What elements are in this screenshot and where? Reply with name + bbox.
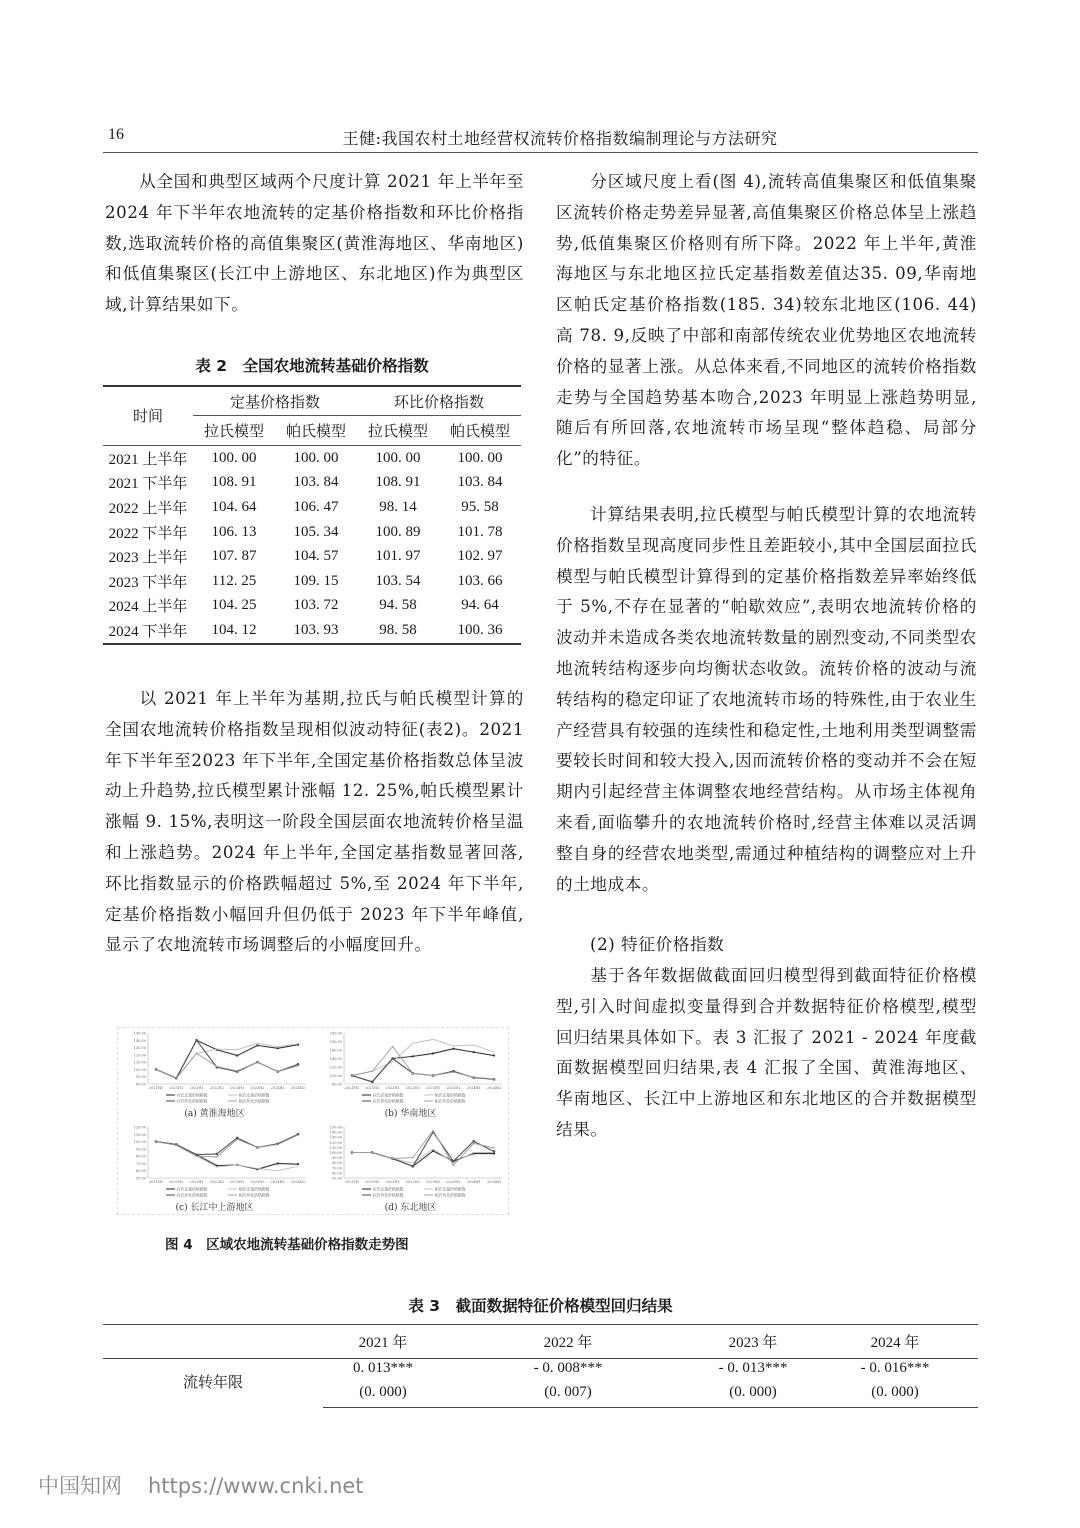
table2-value: 108. 91 [211,474,257,491]
table3-coef: 0. 013*** [353,1360,413,1376]
table2-value: 103. 66 [457,572,503,589]
x-tick-label: 2021H2 [365,1180,380,1184]
cnki-watermark [38,1470,390,1500]
table3-col-header: 2022 年 [543,1335,593,1351]
table3-coef: - 0. 013*** [718,1360,788,1376]
data-point [277,1071,279,1073]
table2-value: 100. 89 [375,523,421,540]
chart-c-title: (c) 长江中上游地区 [175,1203,254,1213]
data-point [216,1156,218,1158]
data-point [277,1162,279,1164]
data-point [493,1150,495,1152]
series-line [156,1053,298,1078]
data-point [452,1048,454,1050]
data-point [453,1071,455,1073]
watermark-url[interactable]: https://www.cnki.net [148,1474,364,1498]
data-point [236,1070,238,1072]
data-point [297,1134,299,1136]
figure4-panel-c [118,1122,311,1214]
data-point [473,1051,475,1053]
x-tick-label: 2021H1 [148,1086,164,1090]
table2-row [103,495,521,520]
running-title: 王健:我国农村土地经营权流转价格指数编制理论与方法研究 [342,129,778,148]
right-paragraph-3-text: 基于各年数据做截面回归模型得到截面特征价格模型,引入时间虚拟变量得到合并数据特征价格模型,模型回归结果具体如下。表 3 汇报了 2021 - 2024 年度截面数据模型回归结果,表 4 汇报了全国、黄淮海地区、华南地区、长江中上游地区和东北地区的合并数据模型结果。 [556,966,977,1139]
data-point [412,1157,414,1159]
data-point [432,1075,434,1077]
table2-value: 106. 13 [211,523,257,540]
subheading-text: (2) 特征价格指数 [590,935,725,954]
table2-subheader: 帕氏模型 [449,423,510,440]
table3-title: 表 3 截面数据特征价格模型回归结果 [408,1297,673,1315]
legend-label: 帕氏环比价格指数 [239,1098,270,1104]
table3-se: (0. 000) [871,1384,919,1400]
y-tick-label: 140.00 [133,1038,146,1043]
table2-period: 2022 上半年 [108,500,188,517]
series-line [352,1132,494,1166]
table2-period: 2022 下半年 [108,525,188,542]
data-point [155,1141,157,1143]
x-tick-label: 2024H2 [290,1180,306,1184]
data-point [297,1163,299,1165]
y-tick-label: 100.00 [329,1151,342,1155]
series-line [352,1131,494,1166]
y-tick-label: 90.00 [135,1075,146,1080]
table2-period: 2021 上半年 [108,451,188,468]
header-rule [103,152,978,153]
table2-value: 101. 97 [375,548,421,565]
figure4 [117,1027,509,1215]
table2 [103,385,521,645]
table2-period: 2021 下半年 [108,476,188,493]
legend-label: 帕氏环比价格指数 [435,1098,466,1104]
legend-label: 拉氏定基价格指数 [177,1186,208,1192]
y-tick-label: 60.00 [135,1169,146,1174]
data-point [155,1069,157,1071]
table2-title: 表 2 全国农地流转基础价格指数 [195,357,429,375]
data-point [236,1054,238,1056]
figure4-panel-a [118,1028,311,1120]
x-tick-label: 2024H1 [466,1180,481,1184]
data-point [432,1150,434,1152]
x-tick-label: 2024H1 [270,1180,285,1184]
legend-label: 拉氏定基价格指数 [373,1186,404,1192]
data-point [371,1070,373,1072]
y-tick-label: 80.00 [331,1082,342,1087]
table3-col-header: 2024 年 [870,1335,920,1351]
data-point [493,1054,495,1056]
data-point [473,1143,475,1145]
right-paragraph-2 [556,500,977,900]
data-point [196,1053,198,1055]
table3 [103,1324,978,1408]
table2-value: 104. 12 [211,621,257,638]
table3-coef: - 0. 008*** [533,1360,603,1376]
data-point [277,1144,279,1146]
series-line [352,1149,494,1163]
y-tick-label: 70.00 [135,1161,146,1166]
legend-label: 帕氏定基价格指数 [435,1186,466,1192]
table2-row [103,520,521,545]
data-point [257,1061,259,1063]
table2-period: 2024 上半年 [108,599,188,616]
x-tick-label: 2022H1 [189,1086,204,1090]
table2-value: 100. 00 [211,449,257,466]
x-tick-label: 2023H2 [446,1180,461,1184]
legend-label: 拉氏环比价格指数 [373,1098,404,1104]
x-tick-label: 2024H1 [466,1086,481,1090]
x-tick-label: 2022H2 [209,1086,224,1090]
watermark-brand: 中国知网 [38,1474,122,1498]
table2-row [103,544,521,569]
x-tick-label: 2023H1 [230,1180,245,1184]
legend-label: 帕氏定基价格指数 [435,1092,466,1098]
table2-value: 104. 64 [211,498,257,515]
y-tick-label: 100.00 [133,1067,146,1072]
table2-value: 103. 54 [375,572,421,589]
table2-value: 100. 00 [375,449,421,466]
x-tick-label: 2023H2 [250,1180,265,1184]
data-point [473,1076,475,1078]
y-tick-label: 50.00 [135,1176,146,1181]
chart-b-title: (b) 华南地区 [384,1109,437,1119]
x-tick-label: 2021H2 [169,1180,184,1184]
x-tick-label: 2021H1 [344,1086,360,1090]
data-point [392,1046,394,1048]
data-point [277,1047,279,1049]
page-number: 16 [108,126,124,143]
y-tick-label: 60.00 [331,1171,342,1176]
y-tick-label: 120.00 [133,1053,146,1058]
data-point [175,1144,177,1146]
data-point [175,1077,177,1079]
x-tick-label: 2024H1 [270,1086,285,1090]
chart-d-title: (d) 东北地区 [384,1203,437,1213]
data-point [412,1165,414,1167]
y-tick-label: 120.00 [329,1140,342,1145]
y-tick-label: 70.00 [331,1166,342,1171]
x-tick-label: 2023H2 [446,1086,461,1090]
table2-value: 101. 78 [457,523,503,540]
y-tick-label: 140.00 [329,1057,342,1061]
table3-partial-rule [323,1407,978,1408]
table2-row [103,471,521,496]
y-tick-label: 160.00 [329,1048,342,1053]
data-point [351,1152,353,1154]
table3-coef: - 0. 016*** [860,1360,930,1376]
table2-value: 98. 14 [379,498,417,515]
y-tick-label: 110.00 [133,1132,146,1137]
y-tick-label: 80.00 [331,1161,342,1166]
table2-value: 103. 84 [457,474,503,491]
table2-value: 94. 58 [379,597,417,614]
x-tick-label: 2024H2 [486,1086,502,1090]
table2-group-fixed-base: 定基价格指数 [193,387,357,416]
x-tick-label: 2022H1 [385,1086,400,1090]
x-tick-label: 2023H1 [230,1086,245,1090]
table2-value: 103. 72 [293,597,339,614]
y-tick-label: 110.00 [329,1145,342,1150]
table2-header-time: 时间 [132,409,163,425]
chart-a-title: (a) 黄淮海地区 [184,1109,245,1119]
table3-se: (0. 000) [729,1384,777,1400]
right-paragraph-3 [556,961,977,1146]
table2-row [103,446,521,471]
left-paragraph-1-text: 从全国和典型区域两个尺度计算 2021 年上半年至 2024 年下半年农地流转的定基价格指数和环比价格指数,选取流转价格的高值集聚区(黄淮海地区、华南地区)和低值集聚区(长江中上游地区、东北地区)作为典型区域,计算结果如下。 [105,172,524,315]
table2-value: 94. 64 [461,597,499,614]
data-point [371,1152,373,1154]
table2-period: 2023 下半年 [108,574,188,591]
legend-label: 拉氏环比价格指数 [177,1098,208,1104]
table2-value: 108. 91 [375,474,421,491]
data-point [216,1153,218,1155]
table2-value: 104. 25 [211,597,257,614]
y-tick-label: 140.00 [329,1130,342,1135]
data-point [257,1147,259,1149]
x-tick-label: 2021H1 [344,1180,360,1184]
y-tick-label: 120.00 [133,1125,146,1130]
table2-subheader: 帕氏模型 [285,423,346,440]
legend-label: 帕氏环比价格指数 [435,1192,466,1198]
data-point [412,1073,414,1075]
x-tick-label: 2022H1 [189,1180,204,1184]
x-tick-label: 2023H1 [426,1086,441,1090]
x-tick-label: 2022H2 [405,1180,420,1184]
table3-se: (0. 007) [544,1384,592,1400]
table3-top-rule [103,1324,978,1325]
x-tick-label: 2022H1 [385,1180,400,1184]
y-tick-label: 150.00 [329,1125,342,1130]
right-subheading [556,930,977,961]
x-tick-label: 2022H2 [209,1180,224,1184]
y-tick-label: 110.00 [133,1060,146,1065]
y-tick-label: 130.00 [133,1046,146,1051]
right-paragraph-2-text: 计算结果表明,拉氏模型与帕氏模型计算的农地流转价格指数呈现高度同步性且差距较小,其中全国层面拉氏模型与帕氏模型计算得到的定基价格指数差异率始终低于 5%,不存在显著的“帕歇效应”,表明农地流转价格的波动并未造成各类农地流转数量的剧烈变动,不同类型农地流转结构逐步向均衡状态收敛。流转价格的波动与流转结构的稳定印证了农地流转市场的特殊性,由于农业生产经营具有较强的连续性和稳定性,土地利用类型调整需要较长时间和较大投入,因而流转价格的变动并不会在短期内引起经营主体调整农地经营结构。从市场主体视角来看,面临攀升的农地流转价格时,经营主体难以灵活调整自身的经营农地类型,需通过种植结构的调整应对上升的土地成本。 [556,505,977,894]
table2-value: 104. 57 [293,548,339,565]
left-paragraph-1 [105,167,524,321]
y-tick-label: 90.00 [135,1147,146,1152]
legend-label: 拉氏环比价格指数 [177,1192,208,1198]
y-tick-label: 90.00 [331,1156,342,1161]
figure4-caption: 图 4 区域农地流转基础价格指数走势图 [165,1237,409,1253]
table2-row [103,594,521,619]
table2-row [103,618,521,643]
y-tick-label: 80.00 [135,1082,146,1087]
x-tick-label: 2024H2 [486,1180,502,1184]
data-point [297,1065,299,1067]
legend-label: 拉氏定基价格指数 [373,1092,404,1098]
data-point [351,1075,353,1077]
table2-value: 106. 47 [293,498,339,515]
data-point [392,1158,394,1160]
table2-group-chain: 环比价格指数 [357,387,521,416]
data-point [432,1130,434,1132]
data-point [493,1147,495,1149]
figure4-panel-d [314,1122,507,1214]
y-tick-label: 200.00 [329,1031,342,1036]
legend-label: 帕氏定基价格指数 [239,1186,270,1192]
data-point [391,1057,393,1059]
data-point [236,1139,238,1141]
table2-value: 103. 93 [293,621,339,638]
table2-subheader: 拉氏模型 [367,423,428,440]
y-tick-label: 180.00 [329,1040,342,1044]
y-tick-label: 120.00 [329,1065,342,1070]
data-point [195,1039,197,1041]
table3-col-header: 2021 年 [358,1335,408,1351]
legend-label: 帕氏环比价格指数 [239,1192,270,1198]
legend-label: 帕氏定基价格指数 [239,1092,270,1098]
y-tick-label: 100.00 [133,1140,146,1145]
left-paragraph-2 [105,684,524,961]
data-point [452,1160,454,1162]
data-point [493,1078,495,1080]
table3-se: (0. 000) [359,1384,407,1400]
figure4-panel-b [314,1028,507,1120]
table2-value: 105. 34 [293,523,339,540]
x-tick-label: 2022H2 [405,1086,420,1090]
table2-value: 107. 87 [211,548,257,565]
table2-value: 98. 58 [379,621,417,638]
table2-value: 103. 84 [293,474,339,491]
x-tick-label: 2023H2 [250,1086,265,1090]
table2-value: 112. 25 [211,572,257,589]
table2-value: 109. 15 [293,572,339,589]
x-tick-label: 2021H2 [169,1086,184,1090]
right-paragraph-1-text: 分区域尺度上看(图 4),流转高值集聚区和低值集聚区流转价格走势差异显著,高值集聚区价格总体呈上涨趋势,低值集聚区价格则有所下降。2022 年上半年,黄淮海地区与东北地区拉氏定基指数差值达35. 09,华南地区帕氏定基价格指数(185. 34)较东北地区(106. 44)高 78. 9,反映了中部和南部传统农业优势地区农地流转价格的显著上涨。从总体来看,不同地区的流转价格指数走势与全国趋势基本吻合,2023 年明显上涨趋势明显,随后有所回落,农地流转市场呈现“整体趋稳、局部分化”的特征。 [556,172,977,469]
x-tick-label: 2023H1 [426,1180,441,1184]
table3-col-header: 2023 年 [728,1335,778,1351]
data-point [216,1066,218,1068]
left-paragraph-2-text: 以 2021 年上半年为基期,拉氏与帕氏模型计算的全国农地流转价格指数呈现相似波动特征(表2)。2021 年下半年至2023 年下半年,全国定基价格指数总体呈波动上升趋势,拉氏模型累计涨幅 12. 25%,帕氏模型累计涨幅 9. 15%,表明这一阶段全国层面农地流转价格呈温和上涨趋势。2024 年上半年,全国定基指数显著回落,环比指数显示的价格跌幅超过 5%,至 2024 年下半年,定基价格指数小幅回升但仍低于 2023 年下半年峰值,显示了农地流转市场调整后的小幅度回升。 [105,689,524,955]
table2-row [103,569,521,594]
data-point [371,1081,373,1083]
table2-subheader: 拉氏模型 [203,423,264,440]
table2-bottom-rule [103,643,521,645]
y-tick-label: 130.00 [329,1135,342,1140]
table2-period: 2024 下半年 [108,623,188,640]
y-tick-label: 50.00 [331,1176,342,1181]
data-point [196,1155,198,1157]
table2-value: 95. 58 [461,498,499,515]
x-tick-label: 2024H2 [290,1086,306,1090]
data-point [412,1055,414,1057]
data-point [453,1164,455,1166]
table3-mid-rule [103,1358,978,1359]
legend-label: 拉氏环比价格指数 [373,1192,404,1198]
data-point [473,1140,475,1142]
table2-value: 100. 00 [457,449,503,466]
data-point [256,1044,258,1046]
legend-label: 拉氏定基价格指数 [177,1092,208,1098]
y-tick-label: 100.00 [329,1074,342,1078]
right-paragraph-1 [556,167,977,475]
table2-value: 100. 00 [293,449,339,466]
table3-row-label: 流转年限 [182,1375,243,1391]
x-tick-label: 2021H1 [148,1180,164,1184]
data-point [432,1052,434,1054]
x-tick-label: 2021H2 [365,1086,380,1090]
y-tick-label: 150.00 [133,1031,146,1036]
table2-value: 100. 36 [457,621,503,638]
table2-value: 102. 97 [457,548,503,565]
table2-period: 2023 上半年 [108,550,188,567]
y-tick-label: 80.00 [135,1154,146,1159]
